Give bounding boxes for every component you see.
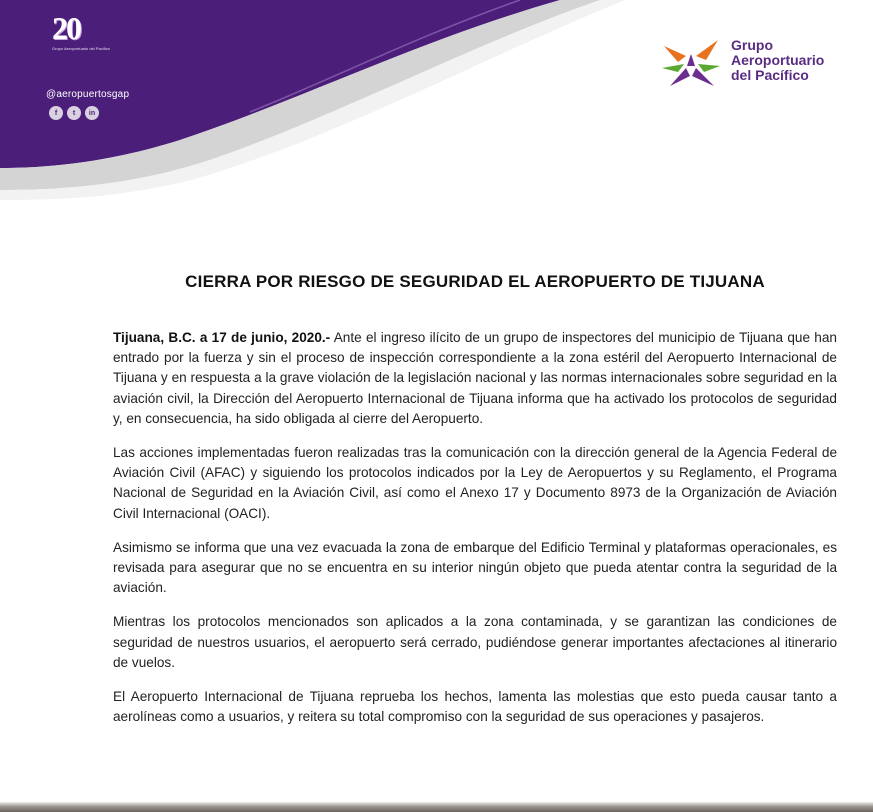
anniversary-logo [48,8,111,60]
gap-brand-line1: Grupo [731,37,773,53]
twitter-icon[interactable]: t [67,106,81,120]
gap-brand-name [731,38,824,83]
gap-logo [660,36,850,92]
social-handle: @aeropuertosgap [46,89,130,100]
paragraph-5: El Aeropuerto Internacional de Tijuana reprueba los hechos, lamenta las molestias que esto pueda causar tanto a aerolíneas como a usuarios, y reitera su total compromiso con la seguridad de sus operaciones y pasajeros. [113,689,837,725]
linkedin-icon[interactable]: in [85,106,99,120]
gap-brand-line3: del Pacífico [731,67,809,83]
paragraph-3: Asimismo se informa que una vez evacuada la zona de embarque del Edificio Terminal y plataformas operacionales, es revisada para asegurar que no se encuentra en su interior ningún objeto que pueda atentar contra la seguridad de la aviación. [113,539,837,596]
social-icons [49,106,99,120]
paragraph-2: Las acciones implementadas fueron realizadas tras la comunicación con la dirección general de la Agencia Federal de Aviación Civil (AFAC) y siguiendo los protocolos indicados por la Ley de Aeropuertos y su Reglamento, el Programa Nacional de Seguridad en la Aviación Civil, así como el Anexo 17 y Documento 8973 de la Organización de Aviación Civil Internacional (OACI). [113,445,837,521]
document-title: CIERRA POR RIESGO DE SEGURIDAD EL AEROPUERTO DE TIJUANA [185,272,765,292]
paragraph-1-text: Ante el ingreso ilícito de un grupo de inspectores del municipio de Tijuana que han entrado por la fuerza y sin el proceso de inspección correspondiente a la zona estéril del Aeropuerto Internacional de Tijuana y en respuesta a la grave violación de la legislación nacional y las normas internacionales sobre seguridad en la aviación civil, la Dirección del Aeropuerto Internacional de Tijuana informa que ha activado los protocolos de seguridad y, en consecuencia, ha sido obligada al cierre del Aeropuerto. [113,330,837,426]
anniversary-org-text: Grupo Aeroportuario del Pacífico [52,46,111,51]
gap-brand-line2: Aeroportuario [731,52,825,68]
gap-logo-icon [660,36,722,92]
anniversary-number: 20 [52,10,80,46]
facebook-icon[interactable]: f [49,106,63,120]
dateline: Tijuana, B.C. a 17 de junio, 2020.- [113,330,331,345]
header-swoosh-graphic [0,0,873,200]
paragraph-1 [113,328,837,429]
paragraph-4: Mientras los protocolos mencionados son aplicados a la zona contaminada, y se garantizan las condiciones de seguridad de nuestros usuarios, el aeropuerto será cerrado, pudiéndose generar importantes afectaciones al itinerario de vuelos. [113,614,837,670]
document-body [113,328,837,741]
page-bottom-edge [0,802,873,812]
